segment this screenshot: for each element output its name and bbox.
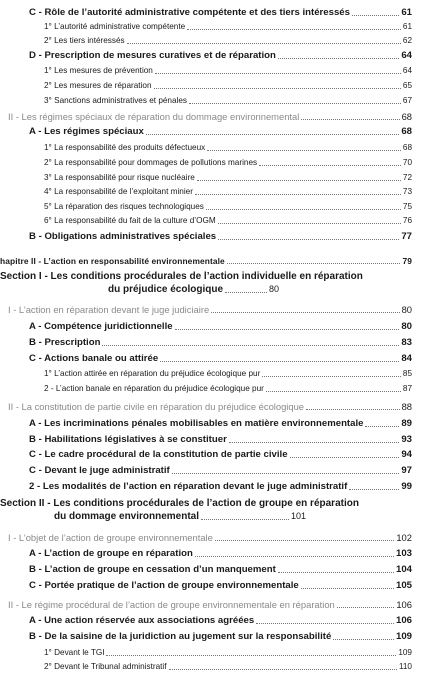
section-heading-page: 80 [269,284,280,294]
toc-entry-label: B - Prescription [29,337,101,348]
toc-entry[interactable] [0,6,412,19]
section-heading-line2: du dommage environnemental [54,511,200,522]
toc-entry-label: B - L’action de groupe en cessation d’un manquement [29,564,276,575]
dot-leader [187,29,401,30]
section-heading-page: 101 [291,511,307,521]
toc-entry-page: 85 [402,369,412,378]
toc-entry[interactable] [0,254,412,267]
toc-entry-label: 1° L’autorité administrative compétente [44,22,186,31]
toc-entry-page: 68 [402,143,412,152]
dot-leader [306,409,400,410]
dot-leader [301,588,394,589]
toc-entry-page: 72 [402,173,412,182]
toc-entry[interactable] [0,448,412,461]
toc-entry[interactable] [0,230,412,243]
toc-entry-label: hapitre II - L’action en responsabilité environnementale [0,256,225,266]
toc-entry-label: D - Prescription de mesures curatives et de réparation [29,50,276,61]
toc-entry[interactable] [0,400,412,413]
dot-leader [333,639,394,640]
toc-entry-label: 1° L’action attirée en réparation du préjudice écologique pur [44,369,261,378]
toc-entry[interactable] [0,125,412,138]
toc-entry-page: 80 [401,304,412,315]
toc-entry-page: 73 [402,187,412,196]
dot-leader [207,150,401,151]
toc-entry-label: B - De la saisine de la juridiction au jugement sur la responsabilité [29,631,332,642]
section-heading-line2: du préjudice écologique [108,284,224,295]
toc-entry-page: 102 [396,532,412,543]
toc-entry-label: C - Portée pratique de l’action de groupe environnementale [29,580,299,591]
toc-entry[interactable] [0,141,412,154]
dot-leader [278,572,394,573]
toc-entry-label: I - L’action en réparation devant le juge judiciaire [8,304,210,315]
dot-leader [160,361,399,362]
toc-entry-page: 68 [401,111,412,122]
toc-entry-label: 2° Les mesures de réparation [44,81,152,90]
toc-entry[interactable] [0,579,412,592]
dot-leader [211,312,399,313]
toc-entry[interactable] [0,171,412,184]
toc-entry-page: 67 [402,96,412,105]
dot-leader [352,15,399,16]
toc-entry-label: A - Les incriminations pénales mobilisables en matière environnementale [29,418,364,429]
toc-entry-page: 62 [402,36,412,45]
dot-leader [301,119,399,120]
toc-entry-page: 61 [401,7,412,18]
dot-leader [365,426,399,427]
toc-entry[interactable] [0,352,412,365]
toc-entry-page: 84 [401,353,412,364]
toc-entry[interactable] [0,336,412,349]
dot-leader [172,473,400,474]
dot-leader [262,376,401,377]
toc-entry[interactable] [0,20,412,33]
dot-leader [218,223,401,224]
toc-entry-page: 64 [401,50,412,61]
toc-entry[interactable] [0,49,412,62]
toc-entry-page: 109 [398,648,412,657]
toc-entry[interactable] [0,110,412,123]
dot-leader [154,88,401,89]
dot-leader [256,623,394,624]
dot-leader [102,345,399,346]
toc-entry-label: 3° La responsabilité pour risque nucléaire [44,173,195,182]
toc-entry-label: 2° Devant le Tribunal administratif [44,662,167,671]
toc-entry[interactable] [0,547,412,560]
toc-entry[interactable] [0,214,412,227]
dot-leader [197,180,401,181]
toc-entry-label: 1° Devant le TGI [44,648,105,657]
dot-leader [206,209,401,210]
toc-entry[interactable] [0,200,412,213]
toc-entry-page: 64 [402,66,412,75]
dot-leader [155,73,401,74]
dot-leader [218,239,399,240]
toc-entry-label: C - Le cadre procédural de la constitution de partie civile [29,449,288,460]
toc-entry-label: B - Habilitations législatives à se constituer [29,434,227,445]
toc-entry[interactable] [0,185,412,198]
toc-entry-label: A - L’action de groupe en réparation [29,548,193,559]
toc-entry[interactable] [0,464,412,477]
toc-entry-page: 103 [395,548,412,559]
toc-entry-label: B - Obligations administratives spéciales [29,231,217,242]
toc-entry-page: 105 [395,580,412,591]
toc-entry[interactable] [0,94,412,107]
toc-entry-label: 1° La responsabilité des produits défectueux [44,143,206,152]
toc-entry[interactable] [0,34,412,47]
dot-leader [290,457,400,458]
dot-leader [215,540,395,541]
dot-leader [146,134,400,135]
toc-entry[interactable] [0,382,412,395]
toc-entry[interactable] [0,563,412,576]
toc-entry[interactable] [0,367,412,380]
toc-entry[interactable] [0,320,412,333]
toc-entry-label: 2° Les tiers intéressés [44,36,125,45]
toc-entry-page: 88 [401,401,412,412]
dot-leader [266,391,401,392]
toc-entry-label: II - Le régime procédural de l’action de groupe environnementale en réparation [8,599,335,610]
toc-entry-label: II - Les régimes spéciaux de réparation du dommage environnemental [8,111,300,122]
toc-entry[interactable] [0,79,412,92]
toc-entry-label: 5° La réparation des risques technologiques [44,202,204,211]
toc-entry-label: C - Actions banale ou attirée [29,353,159,364]
toc-entry-page: 94 [401,449,412,460]
toc-entry-page: 83 [401,337,412,348]
dot-leader [349,489,399,490]
dot-leader [278,58,399,59]
toc-entry-label: A - Compétence juridictionnelle [29,321,173,332]
toc-entry-page: 65 [402,81,412,90]
toc-entry-page: 68 [401,126,412,137]
dot-leader [227,263,401,264]
toc-entry-label: I - L’objet de l’action de groupe environnementale [8,532,213,543]
dot-leader [337,607,395,608]
toc-entry-page: 89 [401,418,412,429]
toc-entry[interactable] [0,64,412,77]
toc-entry-label: C - Rôle de l’autorité administrative compétente et des tiers intéressés [29,7,350,18]
toc-entry[interactable] [0,614,412,627]
toc-entry[interactable] [0,646,412,659]
toc-entry[interactable] [0,433,412,446]
toc-entry-page: 99 [401,481,412,492]
toc-entry[interactable] [0,156,412,169]
section-heading[interactable] [0,270,412,296]
toc-entry-page: 87 [402,384,412,393]
toc-entry[interactable] [0,417,412,430]
toc-entry-page: 76 [402,216,412,225]
toc-entry-label: II - La constitution de partie civile en réparation du préjudice écologique [8,401,305,412]
toc-entry-label: 6° La responsabilité du fait de la culture d’OGM [44,216,216,225]
toc-entry[interactable] [0,660,412,673]
dot-leader [225,292,267,293]
toc-entry-page: 61 [402,22,412,31]
toc-entry-page: 79 [402,256,412,266]
dot-leader [175,329,400,330]
section-heading-line1: Section I - Les conditions procédurales de l’action individuelle en réparation [0,271,363,282]
toc-entry[interactable] [0,630,412,643]
section-heading-line1: Section II - Les conditions procédurales de l’action de groupe en réparation [0,498,359,509]
toc-entry-page: 70 [402,158,412,167]
toc-entry[interactable] [0,303,412,316]
dot-leader [195,194,401,195]
toc-entry-label: 2 - Les modalités de l’action en réparation devant le juge administratif [29,481,348,492]
section-heading[interactable] [0,497,412,523]
toc-entry-label: 3° Sanctions administratives et pénales [44,96,187,105]
toc-entry[interactable] [0,598,412,611]
toc-entry-label: A - Une action réservée aux associations agréées [29,615,255,626]
dot-leader [169,669,397,670]
toc-entry-label: 2 - L’action banale en réparation du préjudice écologique pur [44,384,264,393]
toc-entry-page: 77 [401,231,412,242]
toc-entry-page: 75 [402,202,412,211]
toc-entry-label: C - Devant le juge administratif [29,465,170,476]
toc-entry-label: 4° La responsabilité de l’exploitant minier [44,187,193,196]
toc-entry-page: 104 [395,564,412,575]
dot-leader [229,442,400,443]
toc-entry-label: 2° La responsabilité pour dommages de pollutions marines [44,158,258,167]
toc-entry[interactable] [0,531,412,544]
toc-entry-page: 109 [395,631,412,642]
toc-entry-page: 80 [401,321,412,332]
toc-entry-page: 97 [401,465,412,476]
toc-entry-label: A - Les régimes spéciaux [29,126,144,137]
toc-entry-page: 106 [396,599,412,610]
dot-leader [127,43,401,44]
dot-leader [201,519,289,520]
dot-leader [195,556,394,557]
dot-leader [106,655,396,656]
toc-entry-page: 93 [401,434,412,445]
dot-leader [259,165,401,166]
toc-entry-page: 110 [398,662,412,671]
toc-entry[interactable] [0,480,412,493]
toc-entry-page: 106 [395,615,412,626]
toc-entry-label: 1° Les mesures de prévention [44,66,153,75]
dot-leader [189,103,401,104]
